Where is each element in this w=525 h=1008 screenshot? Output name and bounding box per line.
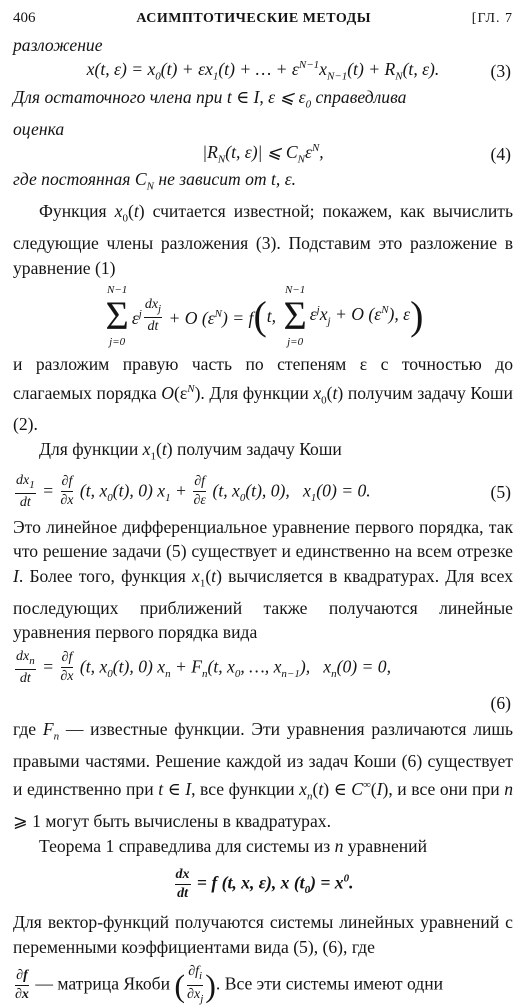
sum-sign: N−1 Σ j=0	[283, 284, 307, 349]
paragraph: и разложим правую часть по степеням ε с точностью до слагаемых порядка $O(\varepsilon^N)$. Для функции $x_0(t)$ получим задачу Коши (2).	[13, 354, 513, 435]
equation-body: $\frac{dx}{dt}$ = f (t, x, ε), x $(t_0) = x^0$.	[175, 866, 354, 901]
running-title: АСИМПТОТИЧЕСКИЕ МЕТОДЫ	[136, 11, 371, 26]
equation-number: (5)	[490, 481, 511, 502]
sum-sign: N−1 Σ j=0	[105, 284, 129, 349]
running-header	[13, 6, 513, 33]
paragraph: Функция $x_0(t)$ считается известной; покажем, как вычислить следующие члены разложения (3). Подставим это разложение в уравнение (1)	[13, 201, 513, 278]
equation-series: N−1 Σ j=0 $\varepsilon^j$ $\frac{dx_j}{dt}$ + O $(\varepsilon^N) = f$ ( t, N−1 Σ j=0 $\varepsilon^jx_j + O$ $(\varepsilon^N)$, ε )	[105, 284, 424, 349]
equation-6	[13, 645, 513, 691]
equation-number: (6)	[490, 692, 511, 713]
equation-3	[13, 58, 513, 85]
paragraph-end: $\frac{\partial f}{\partial x}$ — матрица Якоби ( $\frac{\partial f_i}{\partial x_j}$ ). Все эти системы имеют одни	[15, 964, 444, 1005]
page	[13, 6, 513, 1008]
text-line: оценка	[13, 118, 65, 139]
text-line: где постоянная $C_N$ не зависит от t, ε.	[13, 169, 297, 193]
equation-4	[13, 141, 513, 167]
equation-number: (3)	[490, 60, 511, 81]
equation-body: $\frac{dx_n}{dt}$ = $\frac{\partial f}{\partial x}$ (t, $x_0(t)$, 0) $x_n + F_n(t$, $x_0$, …, $x_{n-1}$), $x_n(0) = 0$,	[16, 648, 391, 687]
equation-body: x(t, $\varepsilon) = x_0(t) + \varepsilon x_1(t)$ + … + $\varepsilon^{N-1}x_{N-1}(t) + R_N(t$, ε).	[86, 58, 440, 83]
text-line: Для остаточного члена при t ∈ I, ε ⩽ $\varepsilon_0$ справедлива	[13, 86, 407, 111]
paragraph: Это линейное дифференциальное уравнение первого порядка, так что решение задачи (5) существует и единственно на всем отрезке I. Более того, функция $x_1(t)$ вычисляется в квадратурах. Для всех последующих приближений также получаются линейные уравнения первого порядка вида	[13, 516, 513, 643]
paragraph: Теорема 1 справедлива для системы из n уравнений	[39, 835, 428, 856]
page-number: 406	[13, 10, 36, 26]
paragraph: Для функции $x_1(t)$ получим задачу Коши	[39, 438, 342, 463]
chapter-marker: [ГЛ. 7	[471, 11, 513, 26]
paragraph: где $F_n$ — известные функции. Эти уравнения различаются лишь правыми частями. Решение каждой из задач Коши (6) существует и единственно при t ∈ I, все функции $x_n(t)$ ∈ C∞(I), и все они при n ⩾ 1 могут быть вычислены в квадратурах.	[13, 718, 514, 832]
equation-number: (4)	[490, 143, 511, 164]
text-line: разложение	[13, 35, 103, 55]
equation-system	[13, 858, 513, 910]
equation-body: $|R_N(t$, ε)| ⩽ $C_N\varepsilon^N$,	[202, 141, 324, 166]
equation-body: $\frac{dx_1}{dt}$ = $\frac{\partial f}{\partial x}$ (t, $x_0(t)$, 0) $x_1$ + $\frac{\partial f}{\partial\varepsilon}$ (t, $x_0(t)$, 0), $x_1(0) = 0$.	[16, 472, 371, 511]
paragraph: Для вектор-функций получаются системы линейных уравнений с переменными коэффициентами вида (5), (6), где	[13, 912, 513, 957]
equation-5	[13, 469, 513, 515]
